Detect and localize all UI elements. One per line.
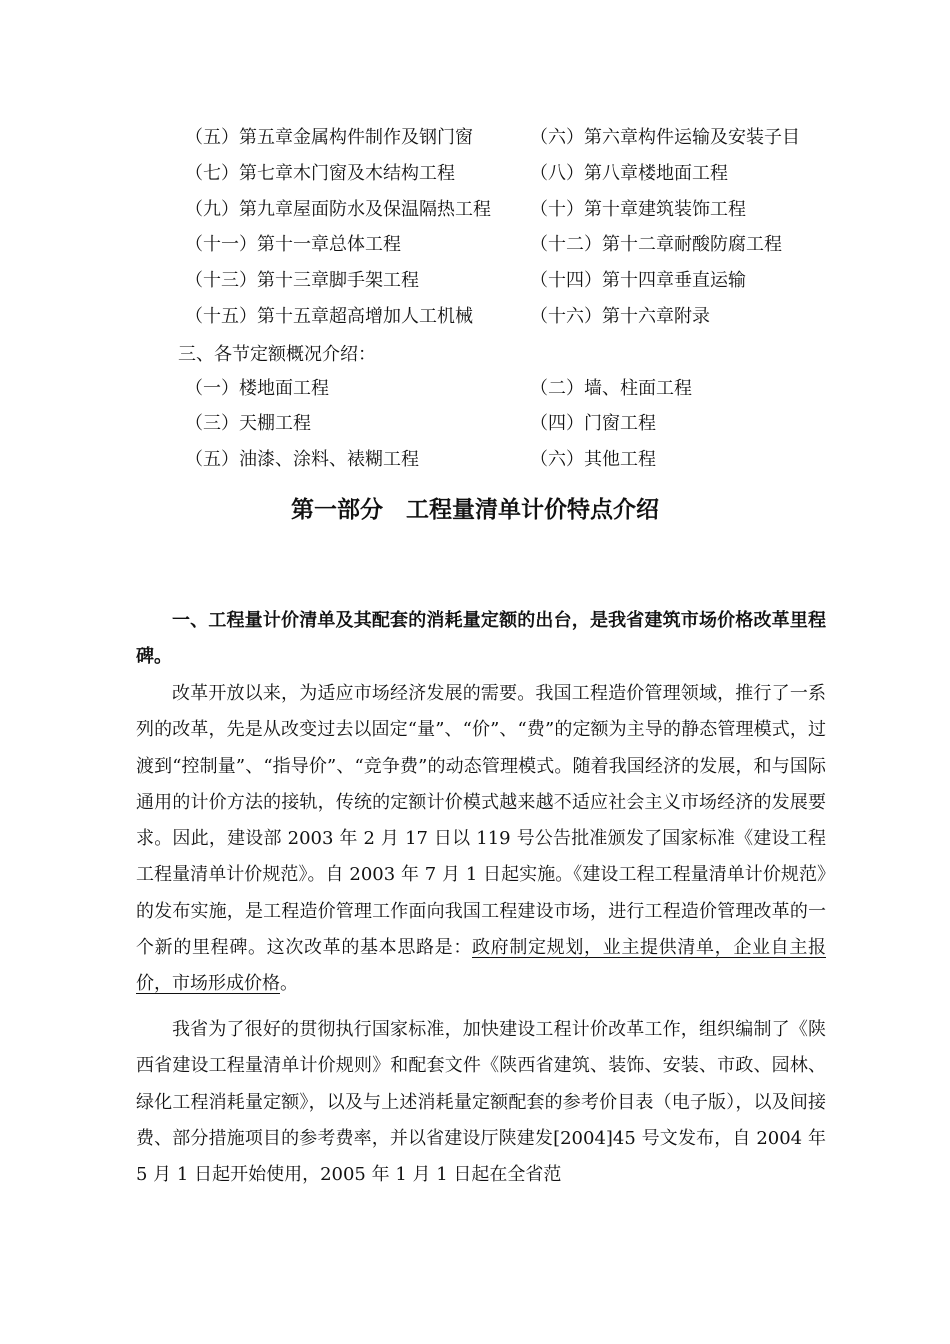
toc-chapter-right: （十四）第十四章垂直运输 [530,270,746,291]
toc-chapter-row [185,192,845,228]
paragraph-reform [136,676,826,1003]
toc-chapter-row [185,299,845,335]
toc-chapter-left: （九）第九章屋面防水及保温隔热工程 [185,199,491,220]
toc-section-left: （三）天棚工程 [185,413,311,434]
part-title: 第一部分 工程量清单计价特点介绍 [291,497,659,523]
toc-chapter-left: （十三）第十三章脚手架工程 [185,270,419,291]
toc-chapter-left: （十五）第十五章超高增加人工机械 [185,306,473,327]
section-one-heading: 一、工程量计价清单及其配套的消耗量定额的出台，是我省建筑市场价格改革里程碑。 [136,610,826,668]
toc-section-right: （六）其他工程 [530,449,656,470]
toc-section-row [185,442,845,478]
reform-principle-underlined: 政府制定规划，业主提供清单，企业自主报价，市场形成价格 [136,937,826,995]
toc-chapter-left: （七）第七章木门窗及木结构工程 [185,163,455,184]
paragraph-reform-text: 改革开放以来，为适应市场经济发展的需要。我国工程造价管理领域，推行了一系列的改革，先是从改变过去以固定“量”、“价”、“费”的定额为主导的静态管理模式，过渡到“控制量”、“指导价”、“竞争费”的动态管理模式。随着我国经济的发展，和与国际通用的计价方法的接轨，传统的定额计价模式越来越不适应社会主义市场经济的发展要求。因此，建设部 2003 年 2 月 17 日以 119 号公告批准颁发了国家标准《建设工程工程量清单计价规范》。自 2003 年 7 月 1 日起实施。《建设工程工程量清单计价规范》的发布实施，是工程造价管理工作面向我国工程建设市场，进行工程造价管理改革的一个新的里程碑。这次改革的基本思路是： [136,683,826,959]
toc-chapter-row [185,120,845,156]
paragraph-shaanxi: 我省为了很好的贯彻执行国家标准，加快建设工程计价改革工作，组织编制了《陕西省建设工程量清单计价规则》和配套文件《陕西省建筑、装饰、安装、市政、园林、绿化工程消耗量定额》，以及与上述消耗量定额配套的参考价目表（电子版），以及间接费、部分措施项目的参考费率，并以省建设厅陕建发[2004]45 号文发布，自 2004 年 5 月 1 日起开始使用，2005 年 1 月 1 日起在全省范 [136,1019,826,1186]
toc-section-left: （一）楼地面工程 [185,378,329,399]
toc-chapter-right: （六）第六章构件运输及安装子目 [530,127,800,148]
toc-chapter-right: （十）第十章建筑装饰工程 [530,199,746,220]
toc-chapter-left: （十一）第十一章总体工程 [185,234,401,255]
toc-section-left: （五）油漆、涂料、裱糊工程 [185,449,419,470]
toc-chapter-right: （十二）第十二章耐酸防腐工程 [530,234,782,255]
paragraph-reform-end: 。 [280,973,298,995]
toc-chapter-row [185,227,845,263]
toc-chapter-row [185,263,845,299]
toc-section-right: （二）墙、柱面工程 [530,378,692,399]
toc-section-right: （四）门窗工程 [530,413,656,434]
section-heading: 三、各节定额概况介绍： [178,344,376,365]
toc-section-row [185,406,845,442]
toc-chapter-right: （八）第八章楼地面工程 [530,163,728,184]
toc-chapter-row [185,156,845,192]
toc-section-row [185,371,845,407]
toc-chapter-right: （十六）第十六章附录 [530,306,710,327]
toc-chapter-left: （五）第五章金属构件制作及钢门窗 [185,127,473,148]
